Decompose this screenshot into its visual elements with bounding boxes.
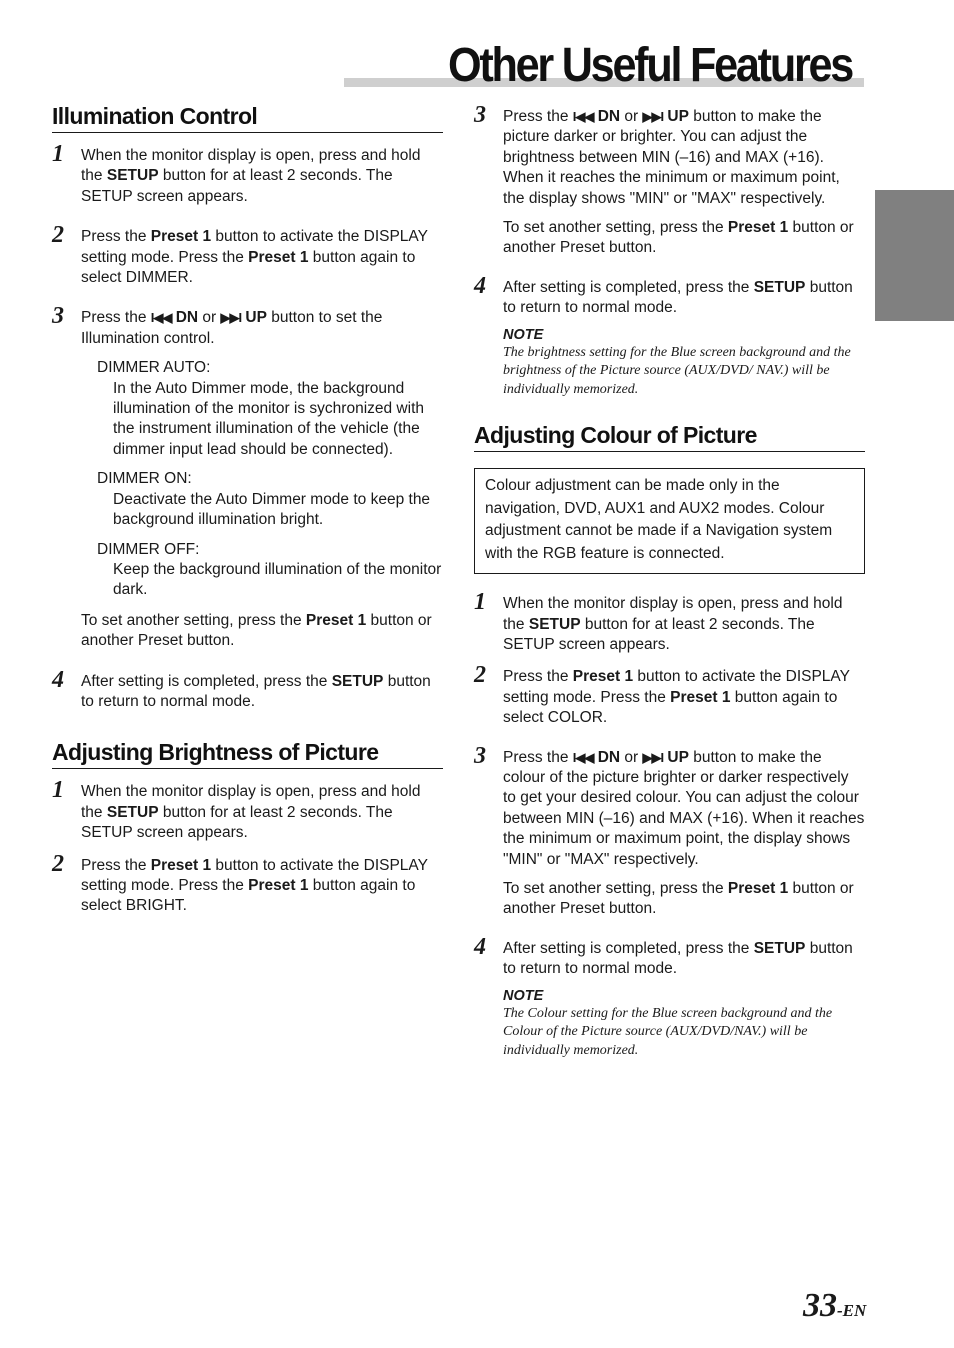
colour-step-3 bbox=[474, 742, 865, 920]
skip-forward-icon: ▶▶I bbox=[220, 310, 242, 326]
step-number: 4 bbox=[474, 272, 486, 299]
page-number: 33-EN bbox=[803, 1287, 867, 1324]
dimmer-off-text: Keep the background illumination of the monitor dark. bbox=[113, 560, 442, 599]
step-text: After setting is completed, press the SETUP button to return to normal mode. bbox=[81, 672, 431, 710]
step-number: 3 bbox=[52, 303, 64, 330]
brightness-step-2 bbox=[52, 850, 443, 917]
another-setting-text: To set another setting, press the Preset 1 button or another Preset button. bbox=[503, 219, 854, 257]
step-text: Press the Preset 1 button to activate the DISPLAY setting mode. Press the Preset 1 button again to select BRIGHT. bbox=[81, 856, 428, 915]
dimmer-off-label: DIMMER OFF: bbox=[97, 540, 200, 558]
step-text: When the monitor display is open, press and hold the SETUP button for at least 2 seconds. The SETUP screen appears. bbox=[503, 595, 843, 653]
step-text: Press the I◀◀ DN or ▶▶I UP button to set the Illumination control. bbox=[81, 309, 383, 347]
note-text: The brightness setting for the Blue screen background and the brightness of the Picture source (AUX/DVD/ NAV.) will be individually memorized. bbox=[503, 344, 851, 397]
illumination-step-2 bbox=[52, 222, 443, 288]
illumination-step-3 bbox=[52, 303, 443, 651]
step-number: 4 bbox=[474, 933, 486, 960]
step-number: 2 bbox=[52, 222, 64, 249]
step-number: 4 bbox=[52, 666, 64, 693]
step-text: After setting is completed, press the SETUP button to return to normal mode. bbox=[503, 278, 853, 317]
another-setting-text: To set another setting, press the Preset 1 button or another Preset button. bbox=[503, 880, 854, 918]
step-text: Press the I◀◀ DN or ▶▶I UP button to make the colour of the picture brighter or darker respectively to get your desired colour. You can adjust the colour between MIN (–16) and MAX (+16). When it reaches the minimum or maximum point, the display shows "MIN" or "MAX" respectively. bbox=[503, 748, 865, 868]
step-text: When the monitor display is open, press and hold the SETUP button for at least 2 seconds. The SETUP screen appears. bbox=[81, 783, 421, 842]
step-number: 3 bbox=[474, 102, 486, 128]
step-number: 1 bbox=[52, 141, 64, 167]
skip-back-icon: I◀◀ bbox=[150, 310, 172, 326]
section-side-tab bbox=[875, 190, 954, 321]
step-number: 3 bbox=[474, 742, 486, 769]
dimmer-auto-text: In the Auto Dimmer mode, the background illumination of the monitor is sychronized with the instrument illumination of the vehicle (the dimmer input lead should be connected). bbox=[113, 379, 424, 458]
left-column bbox=[52, 102, 443, 917]
step-text: Press the Preset 1 button to activate the DISPLAY setting mode. Press the Preset 1 button again to select COLOR. bbox=[503, 668, 850, 727]
step-number: 2 bbox=[52, 850, 64, 877]
step-text: After setting is completed, press the SETUP button to return to normal mode. bbox=[503, 939, 853, 978]
step-text: Press the Preset 1 button to activate the DISPLAY setting mode. Press the Preset 1 button again to select DIMMER. bbox=[81, 228, 428, 287]
brightness-step-3 bbox=[474, 102, 865, 259]
illumination-step-1 bbox=[52, 141, 443, 207]
dimmer-on-text: Deactivate the Auto Dimmer mode to keep the background illumination bright. bbox=[113, 490, 431, 529]
skip-forward-icon: ▶▶I bbox=[642, 749, 664, 765]
colour-step-4 bbox=[474, 933, 865, 1060]
illumination-heading: Illumination Control bbox=[52, 102, 443, 133]
illumination-step-4 bbox=[52, 666, 443, 713]
note-text: The Colour setting for the Blue screen background and the Colour of the Picture source (AUX/DVD/NAV.) will be individually memorized. bbox=[503, 1005, 833, 1058]
page-number-suffix: -EN bbox=[837, 1301, 867, 1320]
note-title: NOTE bbox=[503, 326, 544, 343]
dimmer-on-label: DIMMER ON: bbox=[97, 470, 192, 488]
step-number: 1 bbox=[474, 589, 486, 616]
step-text: When the monitor display is open, press and hold the SETUP button for at least 2 seconds. The SETUP screen appears. bbox=[81, 147, 421, 205]
note-title: NOTE bbox=[503, 987, 544, 1004]
skip-back-icon: I◀◀ bbox=[572, 749, 594, 765]
brightness-step-1 bbox=[52, 777, 443, 843]
info-box-text: Colour adjustment can be made only in the navigation, DVD, AUX1 and AUX2 modes. Colour adjustment cannot be made if a Navigation system with the RGB feature is connected. bbox=[485, 477, 833, 562]
step-number: 1 bbox=[52, 777, 64, 804]
colour-step-1 bbox=[474, 589, 865, 655]
colour-step-2 bbox=[474, 662, 865, 728]
skip-forward-icon: ▶▶I bbox=[642, 109, 664, 124]
step-text: Press the I◀◀ DN or ▶▶I UP button to make the picture darker or brighter. You can adjust the brightness between MIN (–16) and MAX (+16). When it reaches the minimum or maximum point, the display shows "MIN" or "MAX" respectively. bbox=[503, 108, 840, 207]
dimmer-auto-label: DIMMER AUTO: bbox=[97, 359, 211, 377]
colour-info-box bbox=[474, 468, 865, 574]
brightness-heading: Adjusting Brightness of Picture bbox=[52, 738, 443, 769]
right-column bbox=[474, 102, 865, 1060]
colour-heading: Adjusting Colour of Picture bbox=[474, 421, 865, 452]
step-number: 2 bbox=[474, 662, 486, 689]
brightness-step-4 bbox=[474, 272, 865, 399]
skip-back-icon: I◀◀ bbox=[572, 109, 594, 124]
page-title: Other Useful Features bbox=[448, 39, 853, 92]
another-setting-text: To set another setting, press the Preset 1 button or another Preset button. bbox=[81, 611, 432, 650]
